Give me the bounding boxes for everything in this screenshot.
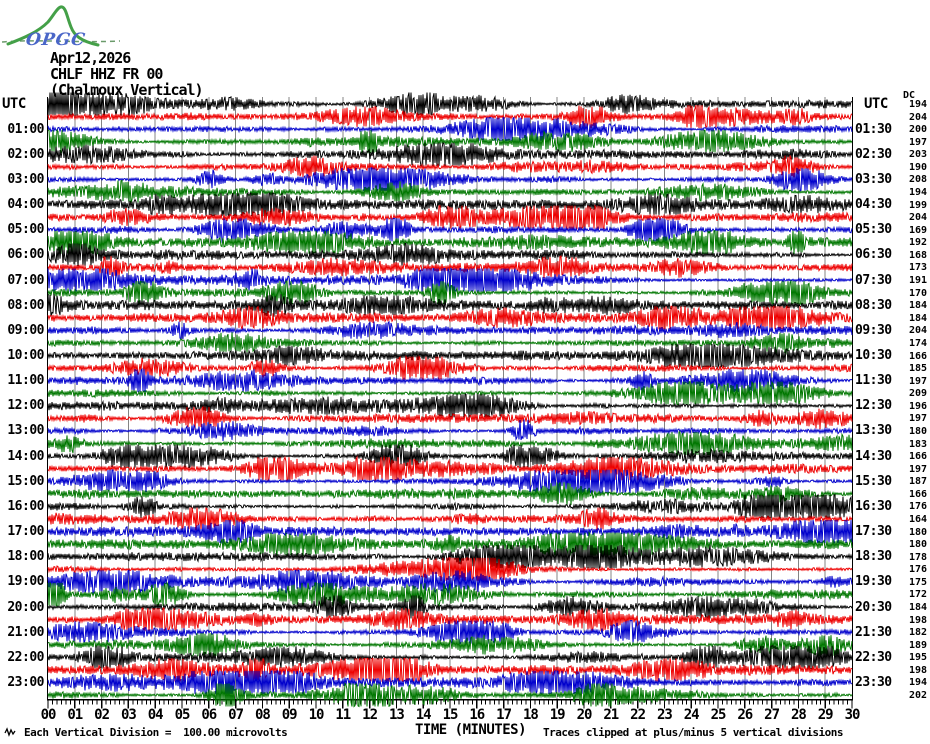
hour-label-right: 23:30 <box>855 674 892 690</box>
minute-tick-label: 07 <box>228 707 244 723</box>
minute-tick-label: 01 <box>67 707 83 723</box>
hour-label-right: 03:30 <box>855 171 892 187</box>
dc-value: 204 <box>908 111 927 123</box>
dc-value: 176 <box>908 501 927 513</box>
minute-tick-label: 00 <box>40 707 56 723</box>
minute-tick-label: 24 <box>683 707 699 723</box>
dc-value: 204 <box>908 325 927 337</box>
dc-value: 191 <box>908 275 927 287</box>
hour-label-right: 06:30 <box>855 247 892 263</box>
hour-label-left: 18:00 <box>7 549 44 565</box>
hour-label-left: 19:00 <box>7 574 44 590</box>
hour-label-left: 22:00 <box>7 649 44 665</box>
dc-value: 204 <box>908 212 927 224</box>
utc-header-left: UTC <box>2 96 26 112</box>
dc-value: 172 <box>908 589 927 601</box>
trace-artifact-icon <box>4 725 18 737</box>
dc-value: 195 <box>908 652 927 664</box>
hour-label-left: 21:00 <box>7 624 44 640</box>
hour-label-right: 16:30 <box>855 498 892 514</box>
plot-date: Apr12,2026 <box>50 49 131 67</box>
dc-value: 197 <box>908 413 927 425</box>
dc-value: 197 <box>908 136 927 148</box>
dc-value: 170 <box>908 287 927 299</box>
hour-label-right: 07:30 <box>855 272 892 288</box>
minute-tick-label: 13 <box>388 707 404 723</box>
minute-tick-label: 14 <box>415 707 431 723</box>
dc-value: 166 <box>908 350 927 362</box>
dc-value: 164 <box>908 513 927 525</box>
dc-value: 209 <box>908 388 927 400</box>
hour-label-left: 04:00 <box>7 197 44 213</box>
dc-value: 194 <box>908 187 927 199</box>
hour-label-right: 15:30 <box>855 473 892 489</box>
dc-value: 174 <box>908 337 927 349</box>
minute-tick-label: 26 <box>737 707 753 723</box>
clip-note: Traces clipped at plus/minus 5 vertical divisions <box>543 726 844 739</box>
hour-label-left: 12:00 <box>7 398 44 414</box>
dc-value: 196 <box>908 400 927 412</box>
dc-value: 203 <box>908 149 927 161</box>
dc-value: 197 <box>908 375 927 387</box>
hour-label-left: 10:00 <box>7 348 44 363</box>
dc-value: 199 <box>908 199 927 211</box>
hour-label-right: 20:30 <box>855 599 892 615</box>
hour-label-right: 13:30 <box>855 423 892 439</box>
minute-tick-label: 30 <box>844 707 860 723</box>
dc-value: 192 <box>908 237 927 249</box>
minute-tick-label: 04 <box>147 707 163 723</box>
dc-value: 184 <box>908 300 927 312</box>
minute-tick-label: 05 <box>174 707 190 723</box>
hour-label-right: 04:30 <box>855 197 892 213</box>
dc-value: 202 <box>908 690 927 702</box>
vertical-division-note: Each Vertical Division = 100.00 microvolts <box>24 726 288 739</box>
hour-label-left: 16:00 <box>7 498 44 514</box>
dc-value: 189 <box>908 639 927 651</box>
minute-tick-label: 29 <box>817 707 833 723</box>
dc-value: 180 <box>908 539 927 551</box>
minute-tick-label: 18 <box>522 707 538 723</box>
minute-tick-label: 20 <box>576 707 592 723</box>
dc-value: 178 <box>908 551 927 563</box>
dc-value: 184 <box>908 602 927 613</box>
hour-label-right: 10:30 <box>855 348 892 363</box>
hour-label-right: 11:30 <box>855 373 892 389</box>
hour-label-left: 13:00 <box>7 423 44 439</box>
hour-label-left: 07:00 <box>7 272 44 288</box>
hour-label-left: 02:00 <box>7 146 44 162</box>
hour-label-left: 03:00 <box>7 171 44 187</box>
hour-label-left: 06:00 <box>7 247 44 263</box>
hour-label-left: 17:00 <box>7 524 44 540</box>
minute-tick-label: 17 <box>496 707 512 723</box>
dc-value: 185 <box>908 363 927 375</box>
hour-label-right: 02:30 <box>855 146 892 162</box>
station-code: CHLF HHZ FR 00 <box>50 65 163 83</box>
dc-offset-header: DC <box>903 90 916 101</box>
dc-value: 190 <box>908 161 927 173</box>
utc-header-right: UTC <box>864 96 888 112</box>
minute-tick-label: 03 <box>120 707 136 723</box>
dc-value: 198 <box>908 614 927 626</box>
minute-tick-label: 12 <box>362 707 378 723</box>
hour-label-left: 15:00 <box>7 473 44 489</box>
dc-value: 183 <box>908 438 927 450</box>
hour-label-right: 14:30 <box>855 448 892 464</box>
minute-tick-label: 11 <box>335 707 351 723</box>
minute-tick-label: 27 <box>764 707 780 723</box>
hour-label-left: 08:00 <box>7 297 44 313</box>
dc-value: 175 <box>908 576 927 588</box>
hour-label-right: 12:30 <box>855 398 892 414</box>
hour-label-right: 08:30 <box>855 297 892 313</box>
dc-value: 166 <box>908 451 927 463</box>
dc-value: 208 <box>908 174 927 186</box>
minute-tick-label: 21 <box>603 707 619 723</box>
minute-tick-label: 09 <box>281 707 297 723</box>
minute-tick-label: 22 <box>630 707 646 723</box>
dc-value: 198 <box>908 664 927 676</box>
station-name: (Chalmoux Vertical) <box>50 81 203 99</box>
hour-label-right: 19:30 <box>855 574 892 590</box>
dc-value: 180 <box>908 425 927 437</box>
dc-value: 182 <box>908 627 927 639</box>
dc-value: 200 <box>908 124 927 136</box>
dc-value: 184 <box>908 312 927 324</box>
hour-label-right: 21:30 <box>855 624 892 640</box>
dc-value: 180 <box>908 526 927 538</box>
hour-label-left: 11:00 <box>7 373 44 389</box>
dc-value: 173 <box>908 262 927 274</box>
dc-value: 168 <box>908 249 927 261</box>
hour-label-left: 23:00 <box>7 674 44 690</box>
hour-label-right: 18:30 <box>855 549 892 565</box>
hour-label-left: 01:00 <box>7 121 44 137</box>
minute-tick-label: 23 <box>656 707 672 723</box>
dc-value: 176 <box>908 564 927 576</box>
hour-label-right: 17:30 <box>855 524 892 540</box>
hour-label-left: 05:00 <box>7 222 44 238</box>
dc-value: 187 <box>908 476 927 488</box>
minute-tick-label: 08 <box>254 707 270 723</box>
hour-label-right: 05:30 <box>855 222 892 238</box>
minute-tick-label: 25 <box>710 707 726 723</box>
minute-tick-label: 15 <box>442 707 458 723</box>
dc-value: 197 <box>908 463 927 475</box>
minute-tick-label: 19 <box>549 707 565 723</box>
dc-value: 194 <box>908 677 927 689</box>
hour-label-left: 20:00 <box>7 599 44 615</box>
minute-tick-label: 16 <box>469 707 485 723</box>
hour-label-left: 09:00 <box>7 322 44 338</box>
x-axis-title: TIME (MINUTES) <box>415 722 527 738</box>
minute-tick-label: 02 <box>94 707 110 723</box>
hour-label-right: 09:30 <box>855 322 892 338</box>
dc-value: 166 <box>908 488 927 500</box>
dc-value: 169 <box>908 224 927 236</box>
hour-label-right: 01:30 <box>855 121 892 137</box>
hour-label-left: 14:00 <box>7 448 44 464</box>
minute-tick-label: 10 <box>308 707 324 723</box>
logo-text: OPGC <box>24 30 88 50</box>
dc-value: 194 <box>908 99 927 110</box>
minute-tick-label: 06 <box>201 707 217 723</box>
hour-label-right: 22:30 <box>855 649 892 665</box>
minute-tick-label: 28 <box>790 707 806 723</box>
